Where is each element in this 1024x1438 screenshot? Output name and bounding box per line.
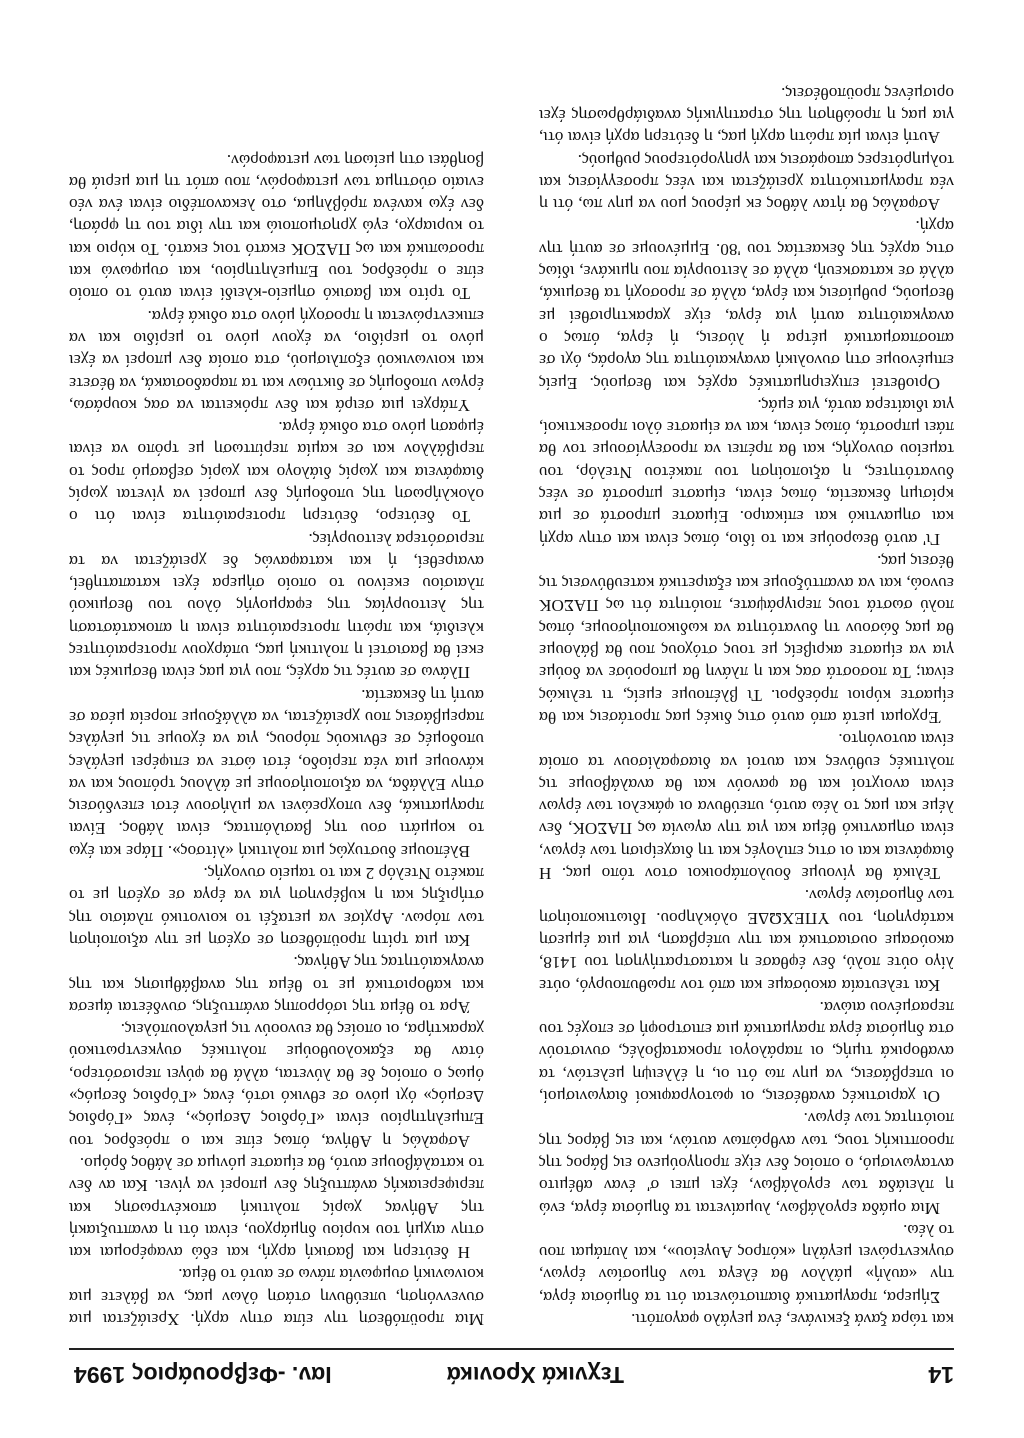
paragraph: Το δεύτερο, δεύτερη προτεραιότητα είναι ότι ο ολοκλήρωση της υποδομής δεν μπορεί να γίνεται χωρίς διαφάνεια και χωρίς διάλογο και χωρίς σεβασμό προς το περιβάλλον και σε καμία περίπτωση με τρόπο να είναι έμφαση μόνο στα οδικά έργα. xyxy=(69,418,484,527)
paragraph: Και τελευταία ακούσαμε και από τον πρωθυπουργό, ούτε λίγο ούτε πολύ, δεν έφθασε η καταστρατήγηση του 1418, ακούσαμε ουσιαστικά και την υπέρβαση, για μια έμμεση κατάργηση, του ΥΠΕΧΩΔΕ ολόκληρου. Ιδιωτικοποίηση των δημοσίων έργων. xyxy=(539,886,954,995)
paragraph: Μια προϋπόθεση την είπα στην αρχή. Χρειάζεται μια συνεννόηση, υπεύθυνη στάση όλων μας, να βάλετε μια κοινωνική συμφωνία πάνω σε αυτό το θέμα. xyxy=(69,1265,484,1329)
issue-date: Ιαν. -Φεβρουάριος 1994 xyxy=(74,1362,332,1388)
paragraph: Η δεύτερη και βασική αρχή, και εδώ αναφέρομαι και στην αιχμή του κυρίου δημάρχου, είναι ότι η αναπτυξιακή της Αθήνας χωρίς πολιτική αποκέντρωσης και περιφερειακής ανάπτυξης δεν μπορεί να γίνει. Και αν δεν το καταλάβουμε αυτό, θα είμαστε μόνιμα σε λάθος δρόμο. xyxy=(69,1153,484,1263)
paragraph: και τώρα ξανά ξεκινάνε, ένα μεγάλο φαγοπότι. xyxy=(631,1310,954,1329)
left-column xyxy=(539,81,954,1330)
paragraph: Άρα το θέμα της ισόρροπης ανάπτυξης, συνδέεται άμεσα και καθοριστικά με το θέμα της αναβάθμισης και της αναγκαιότητας της Αθήνας. xyxy=(69,953,484,1017)
paragraph: Ασφαλώς θα ήταν λάθος εκ μέρους μου να μην πω, ότι η νέα πραγματικότητα χρειάζεται και νέες προσεγγίσεις και τολμηρότερες αποφάσεις και γρηγορότερους ρυθμούς. xyxy=(539,150,954,215)
paragraph: Σήμερα, πραγματικά διαπιστώνεται ότι τα δημόσια έργα, την «αυλή» μάλλον θα έλεγα των δημοσίων έργων, συγκεντρώνει μεγάλη «κόπρος Αυγείου», και λυπάμαι που το λέω. xyxy=(539,1220,954,1307)
paragraph: Το τρίτο και βασικό σημείο-κλειδί είναι αυτό το οποίο είπε ο πρόεδρος του Επιμελητηρίου, και συμφωνώ και προσωπικά και ως ΠΑΣΟΚ εκατό τοις εκατό. Το κύριο και το κυριαρχο, εγώ χρησιμοποιώ και την ίδια του τη φράση, δεν έχω κανένα πρόβλημα, στο λεκανοπέδιο είναι ένα νέο ενιαίο σύστημα των μεταφορών, που απότ τη μια μεριά θα βοηθάει στη μείωση των μεταφορών. xyxy=(69,150,484,304)
header-rule xyxy=(69,1348,954,1350)
paragraph: Αυτή είναι μία πρώτη αρχή μας, η δεύτερη αρχή είναι ότι, για μας η προώθηση της στρατηγικής αναδιάρθρωσης έχει ορισμένες προϋποθέσεις. xyxy=(539,83,954,148)
paragraph: Ασφαλώς η Αθήνα, όπως είπε και ο πρόεδρος του Επιμελητηρίου είναι «Γόρδιος Δεσμός», ένας «Γόρδιος Δεσμός» όχι μόνο σε εθνικό ιστό, ένας «Γόρδιος δεσμός» όμως ο οποίος δε θα λύνεται, αλλά θα φύγει περισσότερο, όταν θα εξακολουθούμε πολιτικές συγκεντρωτικού χαρακτήρα, οι οποίες θα ευνοούν τις μεγαλουπόλεις. xyxy=(69,1020,484,1151)
paragraph: Οριοθετεί επιχειρηματικές αρχές και θεσμούς. Εμείς επιμένουμε στη συνολική αναγκαιότητα της αγοράς, όχι σε αποσπασματικά μέτρα ή λύσεις, ή έργα, όπως ο αναγκαιότητα αυτή για έργα, είχε χαρακτηρισθεί με θεσμούς, ρυθμίσεις και έργα, αλλά σε προσοχή τα θεσμικά, αλλά σε κατασκευή, αλλά σε λειτουργία που ημικάνε, ιδίως στις αρχές της δεκαετίας του '80. Εμμένουμε σε αυτή την αρχή. xyxy=(539,217,954,393)
paragraph: Και μια τρίτη προϋπόθεση σε σχέση με την αξιοποίηση των πόρων. Αρχίσε να μεταξέι το κοινοτικό πλαίσιο της στήριξης και η κυβέρνηση για να έργα σε σχέση με το πακέτο Ντελόρ 2 και το ταμείο συνοχής. xyxy=(69,864,484,950)
page-number: 14 xyxy=(928,1362,954,1388)
paragraph: Έρχομαι μετά από αυτό στις δικές μας προτάσεις και θα είμαστε κύριοι πρόεδροι. Τι βλέπουμε εμείς, τι τελικώς είναι; Τα ποσοστά σας και η πλάνη θα μπορούσε να δούμε για να είμαστε ακριβείς με τους στόχους που θα βάλουμε θα μας δώσουν τη δυνατότητα να κωδικοποιήσουμε, όπως πολύ σωστά τους περιγράψατε, ποιότητα ότι ως ΠΑΣΟΚ ευνοώ, και να αναπτύξουμε και εξαιρετικά κατευθύνσεις τις θέσεις μας. xyxy=(539,551,954,727)
paragraph: Γι' αυτό θεωρούμε και το ίδιο, όπως είναι και στην αρχή και σημαντικό και επίκαιρο. Είμαστε μπροστά σε μια κρίσιμη δεκαετία, όπως είναι, είμαστε μπροστά σε νέες δυνατότητες, η αξιοποίηση του πακέτου Ντελόρ, του ταμείου συνοχής, και θα πρέπει να προσεγγίσουμε τον θα πάει μπροστά, όπως είναι, και να είμαστε όλοι προσεκτικοί, για ιδιαίτερα αυτά, για εμάς. xyxy=(539,395,954,549)
paragraph: Πλάνω σε αυτές τις αρχές, που για μας είναι θεσμικές και εκεί θα βασιστεί η πολιτική μας, υπάρχουν προτεραιότητες κλειδιά, και πρώτη προτεραιότητα είναι η αποκατάσταση της λειτουργίας της εφαρμογής όλου του θεσμικού πλαισίου εκείνου το οποίο σήμερα έχει καταπατηθεί, αναιρεθεί, ή και καταφανώς δε χρειάζεται να τα περισσότερα λειτουργίες. xyxy=(69,529,484,683)
page-header xyxy=(74,1356,954,1396)
paragraph: Οι χαριστικές αναθέσεις, οι φωτογραφικοί διαγωνισμοί, οι υπερβάσεις, να μην πω ότι οι, η έλλειψη μελετών, τα αναθορικά τιμής, οι παράλογοι προκαταβολές, συνιστούν στα δημόσια έργα πραγματικά μια επιστροφή σε εποχές του περασμένου αιώνα. xyxy=(539,997,954,1107)
paragraph: Μια ομάδα εργολάβων, λυμαίνεται τα δημόσια έργα, ενώ η πλειάδα των εργολάβων, έχει μπει σ' έναν αθέμιτο ανταγωνισμό, ο οποίος δεν είχε προηγούμενο εις βάρος της προοπτικής τους, των ανθρώπων αυτών, και εις βάρος της ποιότητας των έργων. xyxy=(539,1109,954,1218)
paragraph: Υπάρχει μια σειρά και δεν πρόκειται να σας κουράσω, έργων υποδομής σε δικτύων και τα παραδοσιακά, να θέσετε και κοινωνικού εξοπλισμού, στα οποία δεν μπορεί να έχει μόνο το μερίδιο, να έχουν μόνο το μερίδιο και να επικεντρώνεται η προσοχή μόνο στα οδικά έργα. xyxy=(69,306,484,415)
publication-title: Τεχνικά Χρονικά xyxy=(446,1362,624,1388)
right-column xyxy=(69,148,484,1330)
paragraph: Τελικά θα γίνουμε δουλοπάροικοι στον τόπο μας. Η διαφάνεια και οι στις επιλογές και τη διαχείριση των έργων, είναι σημαντικό θέμα και για την αγωνία ως ΠΑΣΟΚ, δεν λέμε και μας το λέω αυτό, υπεύθυνα οι φάκελοι των έργων είναι ανοιχτοί και θα φανούν και θα αναλάβουμε τις πολιτικές ευθύνες και αυτοί να διασφαλίσουν τα οποία είναι αυτονόητο. xyxy=(539,730,954,884)
paragraph: Βλέπουμε δυστυχώς μια πολιτική «λίτσος». Πάρε και έχω το κομμάτι σου της βασιλόπιτας, είναι λάθος. Είναι πραγματικά, δεν υποχρεώνει να μιλήσουν έτσι επενδύσεις στην Ελλάδα, να αξιοποιήσουμε με άλλους τρόπους και να κάνουμε μια νέα περίοδο, έτσι ώστε να επιφέρει μεγάλες υποδομές σε εθνικούς πόρους, για να έχουμε τις μεγάλες παρεμβάσεις που χρειάζεται, να αλλάξουμε πορεία μέσα σε αυτή τη δεκαετία. xyxy=(69,685,484,861)
